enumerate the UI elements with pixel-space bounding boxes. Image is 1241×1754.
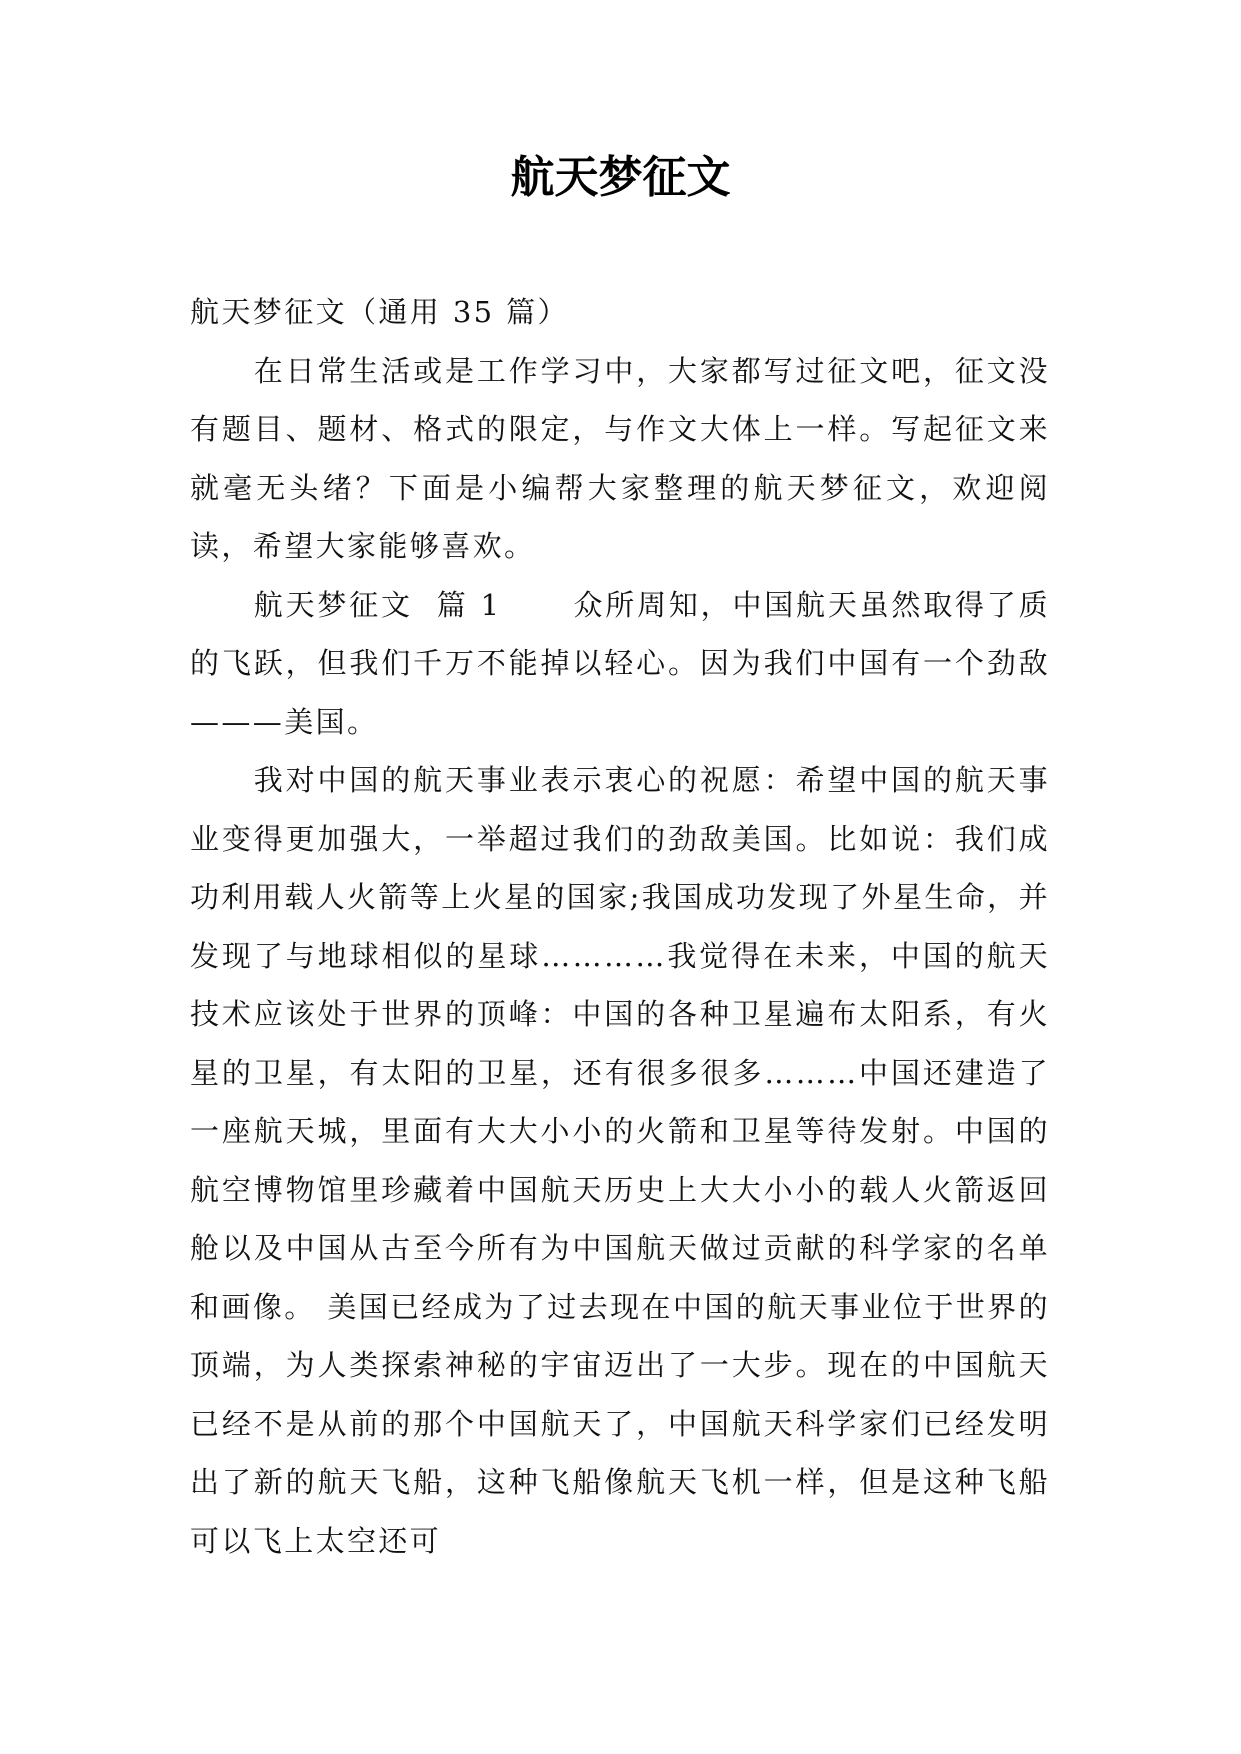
article-1-opening-paragraph: 航天梦征文 篇 1 众所周知，中国航天虽然取得了质的飞跃，但我们千万不能掉以轻心。因为我们中国有一个劲敌———美国。 (190, 587, 1050, 739)
document-title: 航天梦征文 (510, 152, 731, 203)
intro-paragraph: 在日常生活或是工作学习中，大家都写过征文吧，征文没有题目、题材、格式的限定，与作文大体上一样。写起征文来就毫无头绪？下面是小编帮大家整理的航天梦征文，欢迎阅读，希望大家能够喜欢。 (190, 353, 1050, 563)
document-body (190, 283, 1050, 1570)
article-1-body-paragraph: 我对中国的航天事业表示衷心的祝愿：希望中国的航天事业变得更加强大，一举超过我们的劲敌美国。比如说：我们成功利用载人火箭等上火星的国家;我国成功发现了外星生命，并发现了与地球相似的星球…………我觉得在未来，中国的航天技术应该处于世界的顶峰：中国的各种卫星遍布太阳系，有火星的卫星，有太阳的卫星，还有很多很多………中国还建造了一座航天城，里面有大大小小的火箭和卫星等待发射。中国的航空博物馆里珍藏着中国航天历史上大大小小的载人火箭返回舱以及中国从古至今所有为中国航天做过贡献的科学家的名单和画像。 美国已经成为了过去现在中国的航天事业位于世界的顶端，为人类探索神秘的宇宙迈出了一大步。现在的中国航天已经不是从前的那个中国航天了，中国航天科学家们已经发明出了新的航天飞船，这种飞船像航天飞机一样，但是这种飞船可以飞上太空还可 (190, 763, 1050, 1558)
document-subtitle: 航天梦征文（通用 35 篇） (190, 295, 569, 329)
